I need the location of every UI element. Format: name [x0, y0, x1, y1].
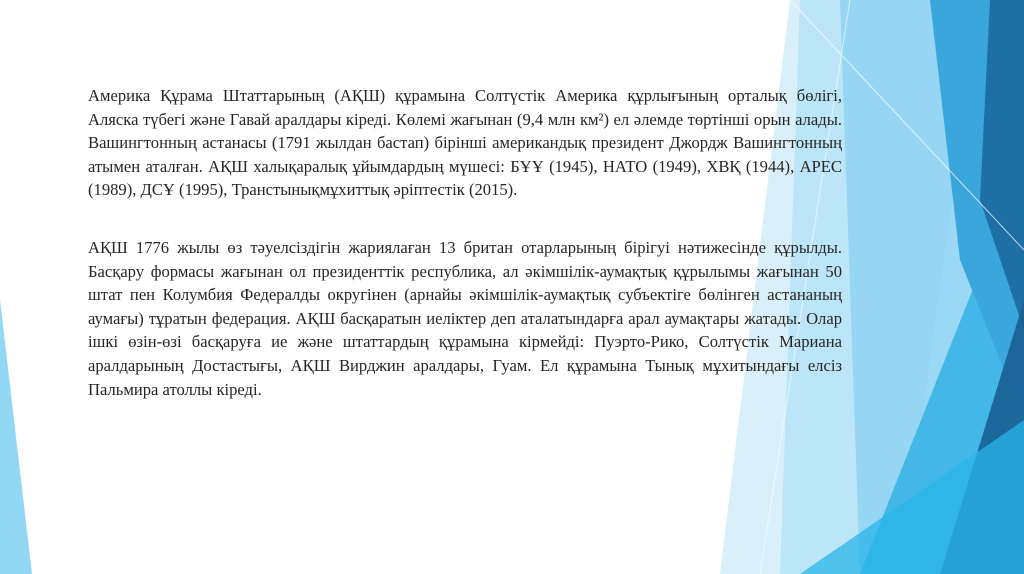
- left-edge-shape: [0, 300, 32, 574]
- paragraph-1: Америка Құрама Штаттарының (АҚШ) құрамына Солтүстік Америка құрлығының орталық бөлігі, Аляска түбегі және Гавай аралдары кіреді. Көлемі жағынан (9,4 млн км²) ел әлемде төртінші орын алады. Вашингтонның астанасы (1791 жылдан бастап) бірінші американдық президент Джордж Вашингтонның атымен аталған. АҚШ халықаралық ұйымдардың мүшесі: БҰҰ (1945), НАТО (1949), ХВҚ (1944), АРЕС (1989), ДСҰ (1995), Транстынықмұхиттық әріптестік (2015).: [88, 86, 842, 200]
- paragraph-2: АҚШ 1776 жылы өз тәуелсіздігін жариялаған 13 британ отарларының бірігуі нәтижесінде құрылды. Басқару формасы жағынан ол президенттік республика, ал әкімшілік-аумақтық құрылымы жағынан 50 штат пен Колумбия Федералды округінен (арнайы әкімшілік-аумақтық субъектіге бөлінген астананың аумағы) тұратын федерация. АҚШ басқаратын иеліктер деп аталатындарға арал аумақтары жатады. Олар ішкі өзін-өзі басқаруға ие және штаттардың құрамына кірмейді: Пуэрто-Рико, Солтүстік Мариана аралдарының Достастығы, АҚШ Вирджин аралдары, Гуам. Ел құрамына Тынық мұхитындағы елсіз Пальмира атоллы кіреді.: [88, 237, 842, 399]
- slide-body: [88, 84, 842, 401]
